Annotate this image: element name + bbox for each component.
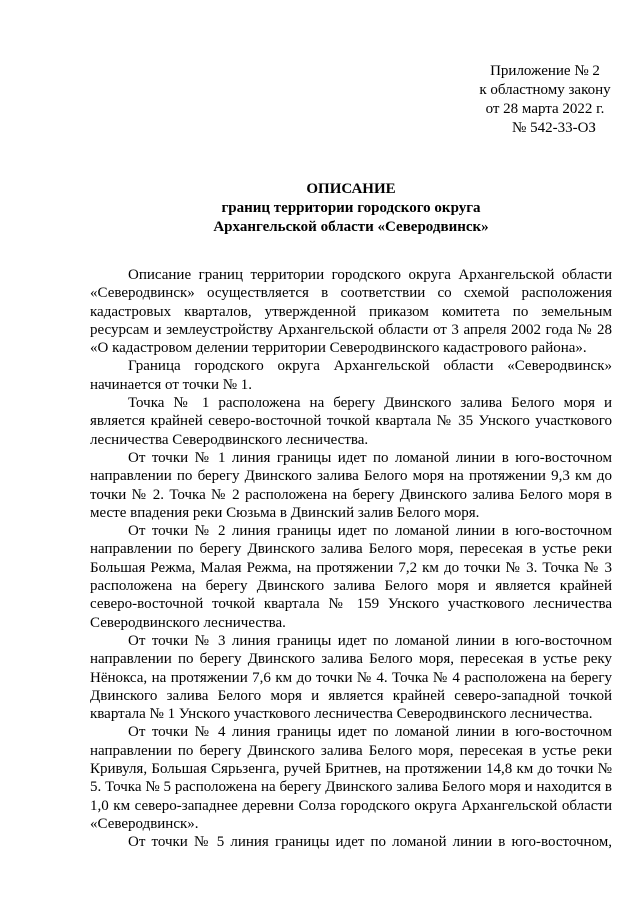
paragraph-point-3-to-4: От точки № 3 линия границы идет по ломаной линии в юго-восточном направлении по берегу Двинского залива Белого моря, пересекая в устье реку Нёнокса, на протяжении 7,6 км до точки № 4. Точка № 4 расположена на берегу Двинского залива Белого моря и является крайней северо-западной точкой квартала № 1 Унского участкового лесничества Северодвинского лесничества. — [90, 632, 612, 723]
title-subtitle-line2: Архангельской области «Северодвинск» — [213, 219, 489, 235]
document-body — [90, 266, 612, 852]
paragraph-start-point: Граница городского округа Архангельской области «Северодвинск» начинается от точки № 1. — [90, 358, 612, 393]
appendix-law-reference: к областному закону — [479, 82, 611, 98]
paragraph-point-1: Точка № 1 расположена на берегу Двинского залива Белого моря и является крайней северо-восточной точкой квартала № 35 Унского участкового лесничества Северодвинского лесничества. — [90, 395, 612, 448]
title-subtitle-line1: границ территории городского округа — [221, 200, 481, 216]
paragraph-point-1-to-2: От точки № 1 линия границы идет по ломаной линии в юго-восточном направлении по берегу Двинского залива Белого моря на протяжении 9,3 км до точки № 2. Точка № 2 расположена на берегу Двинского залива Белого моря в месте впадения реки Сюзьма в Двинский залив Белого моря. — [90, 449, 612, 521]
paragraph-point-4-to-5: От точки № 4 линия границы идет по ломаной линии в юго-восточном направлении по берегу Двинского залива Белого моря, пересекая в устье реки Кривуля, Большая Сярьзенга, ручей Бритнев, на протяжении 14,8 км до точки № 5. Точка № 5 расположена на берегу Двинского залива Белого моря и находится в 1,0 км северо-западнее деревни Солза городского округа Архангельской области «Северодвинск». — [90, 724, 612, 832]
appendix-number: Приложение № 2 — [490, 63, 600, 79]
paragraph-intro: Описание границ территории городского округа Архангельской области «Северодвинск» осуществляется в соответствии со схемой расположения кадастровых кварталов, утвержденной приказом комитета по земельным ресурсам и землеустройству Архангельской области от 3 апреля 2002 года № 28 «О кадастровом делении территории Северодвинского кадастрового района». — [90, 267, 612, 357]
appendix-header — [470, 62, 620, 138]
document-title — [90, 180, 612, 237]
paragraph-point-2-to-3: От точки № 2 линия границы идет по ломаной линии в юго-восточном направлении по берегу Двинского залива Белого моря, пересекая в устье реки Большая Режма, Малая Режма, на протяжении 7,2 км до точки № 3. Точка № 3 расположена на берегу Двинского залива Белого моря и является крайней северо-восточной точкой квартала № 159 Унского участкового лесничества Северодвинского лесничества. — [90, 523, 612, 631]
appendix-law-number: № 542-33-ОЗ — [512, 120, 596, 136]
title-main: ОПИСАНИЕ — [306, 181, 396, 197]
appendix-date: от 28 марта 2022 г. — [485, 101, 605, 117]
paragraph-point-5-continued: От точки № 5 линия границы идет по ломаной линии в юго-восточном, — [128, 834, 612, 851]
